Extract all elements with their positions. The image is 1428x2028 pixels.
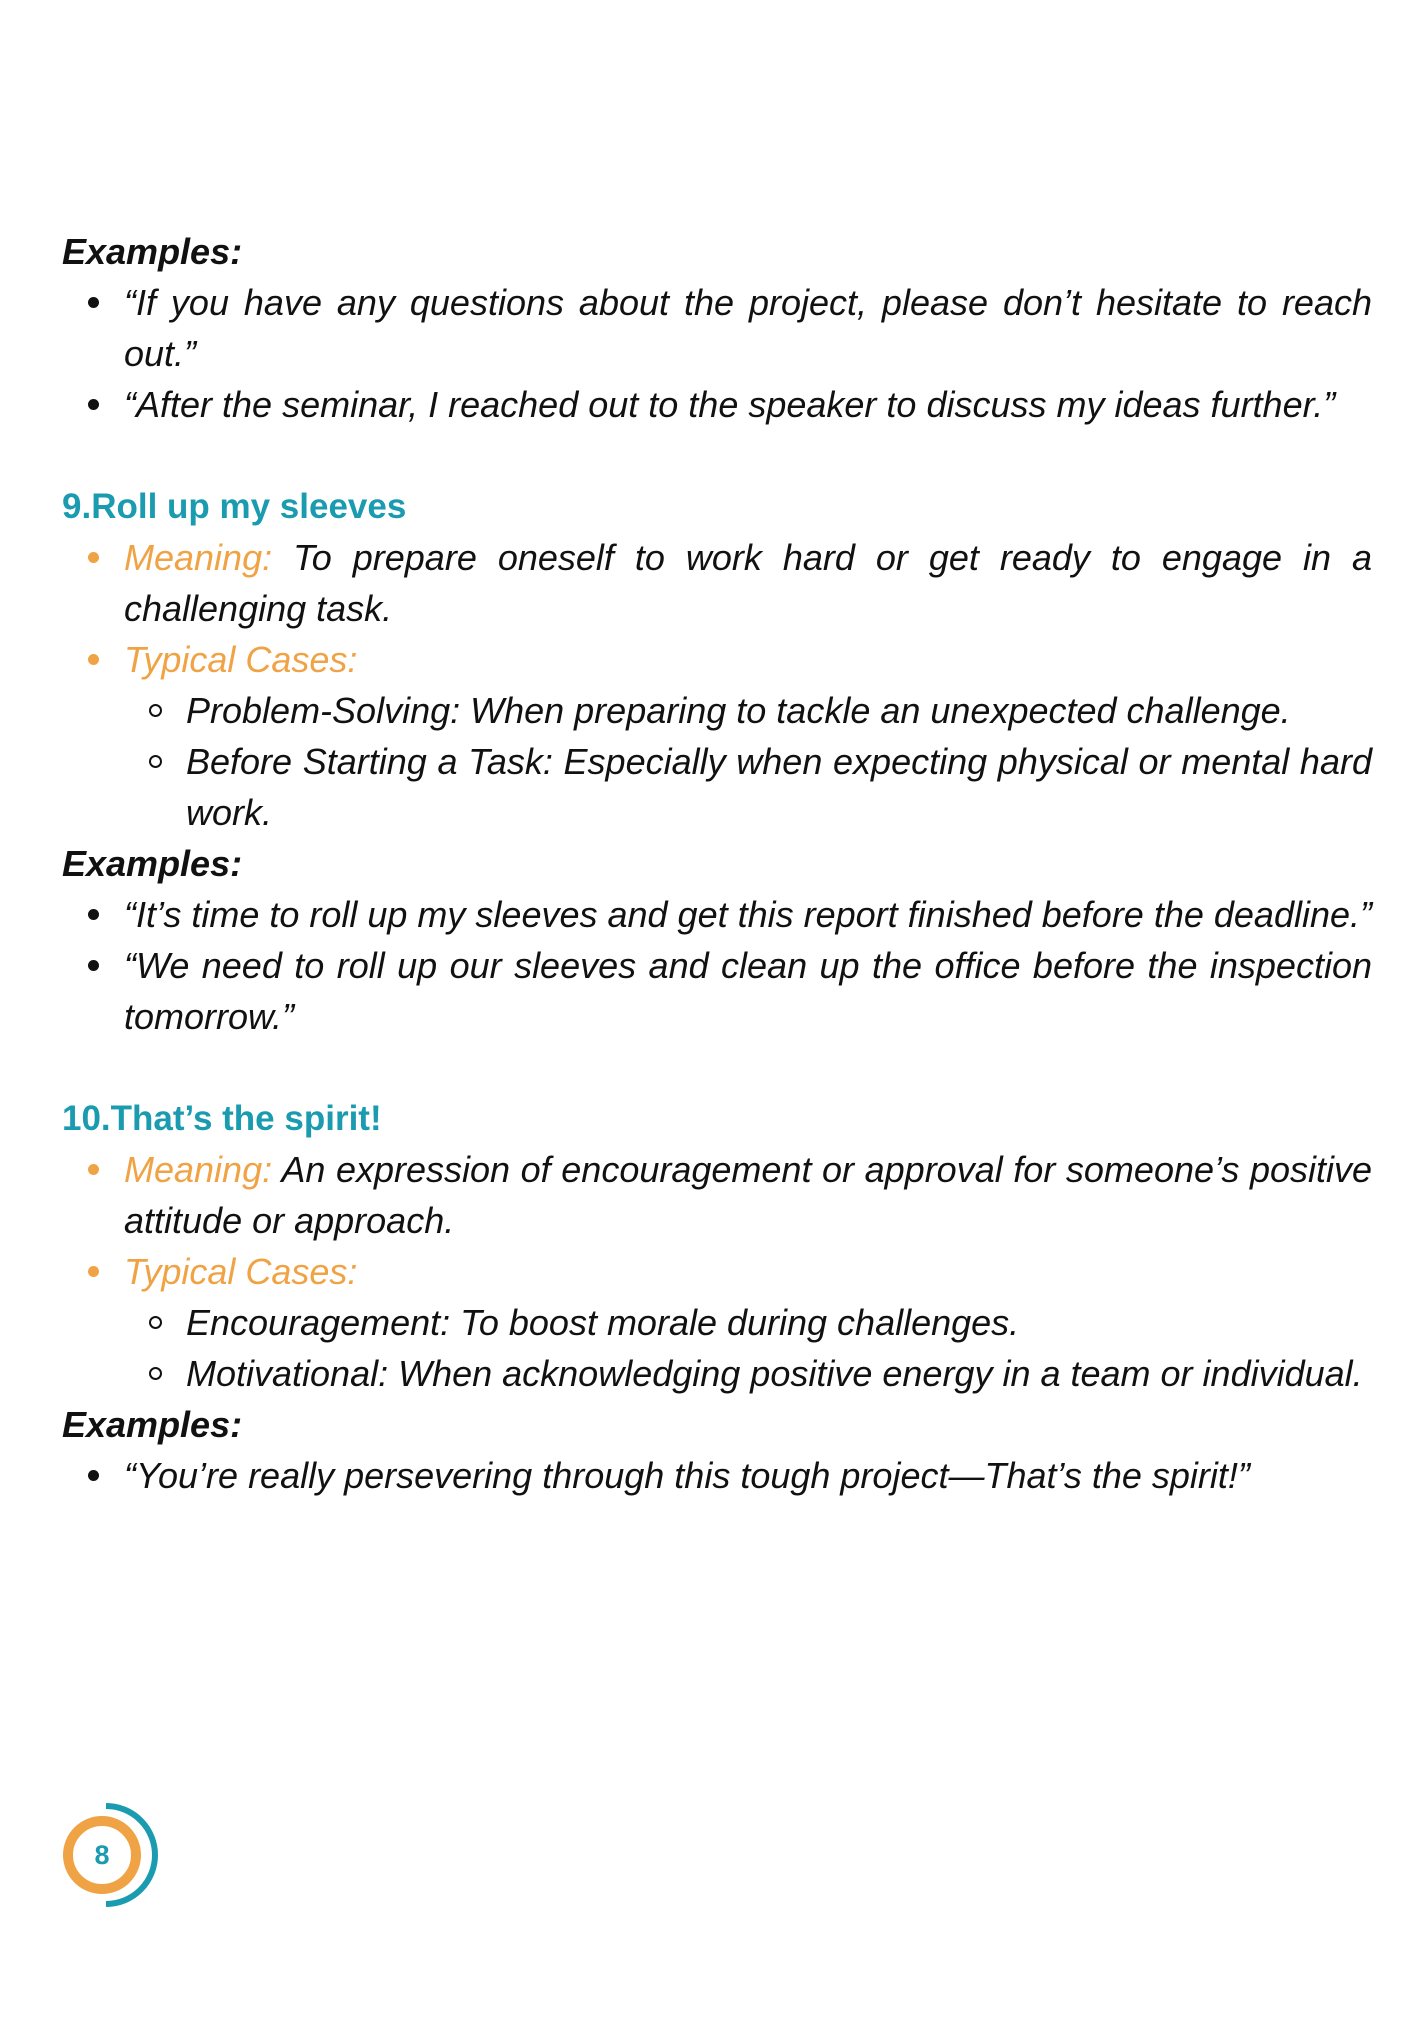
page-number: 8 bbox=[94, 1840, 110, 1870]
meaning-text: To prepare oneself to work hard or get ready to engage in a challenging task. bbox=[124, 537, 1372, 629]
meaning-label: Meaning: bbox=[124, 537, 273, 578]
examples-list bbox=[62, 277, 1372, 430]
example-item: “You’re really persevering through this tough project—That’s the spirit!” bbox=[62, 1450, 1372, 1501]
spacer bbox=[62, 1042, 1372, 1093]
case-item: Motivational: When acknowledging positive energy in a team or individual. bbox=[62, 1348, 1372, 1399]
meaning-label: Meaning: bbox=[124, 1149, 273, 1190]
example-item: “We need to roll up our sleeves and clean up the office before the inspection tomorrow.” bbox=[62, 940, 1372, 1042]
examples-list bbox=[62, 1450, 1372, 1501]
definition-list bbox=[62, 532, 1372, 685]
example-item: “It’s time to roll up my sleeves and get this report finished before the deadline.” bbox=[62, 889, 1372, 940]
examples-label: Examples: bbox=[62, 231, 243, 272]
typical-cases-item bbox=[62, 634, 1372, 685]
typical-cases-label: Typical Cases: bbox=[124, 1251, 358, 1292]
typical-cases-label: Typical Cases: bbox=[124, 639, 358, 680]
spacer bbox=[62, 430, 1372, 481]
case-item: Before Starting a Task: Especially when expecting physical or mental hard work. bbox=[62, 736, 1372, 838]
examples-label: Examples: bbox=[62, 1404, 243, 1445]
document-page bbox=[62, 226, 1372, 1501]
examples-label: Examples: bbox=[62, 843, 243, 884]
cases-list bbox=[62, 685, 1372, 838]
examples-list bbox=[62, 889, 1372, 1042]
cases-list bbox=[62, 1297, 1372, 1399]
case-item: Problem-Solving: When preparing to tackle an unexpected challenge. bbox=[62, 685, 1372, 736]
example-item: “If you have any questions about the project, please don’t hesitate to reach out.” bbox=[62, 277, 1372, 379]
definition-list bbox=[62, 1144, 1372, 1297]
page-number-badge bbox=[54, 1800, 164, 1910]
section-heading-roll-up-sleeves: 9.Roll up my sleeves bbox=[62, 487, 407, 526]
typical-cases-item bbox=[62, 1246, 1372, 1297]
meaning-item bbox=[62, 1144, 1372, 1246]
meaning-item bbox=[62, 532, 1372, 634]
example-item: “After the seminar, I reached out to the speaker to discuss my ideas further.” bbox=[62, 379, 1372, 430]
case-item: Encouragement: To boost morale during challenges. bbox=[62, 1297, 1372, 1348]
meaning-text: An expression of encouragement or approval for someone’s positive attitude or approach. bbox=[124, 1149, 1372, 1241]
section-heading-thats-the-spirit: 10.That’s the spirit! bbox=[62, 1099, 382, 1138]
